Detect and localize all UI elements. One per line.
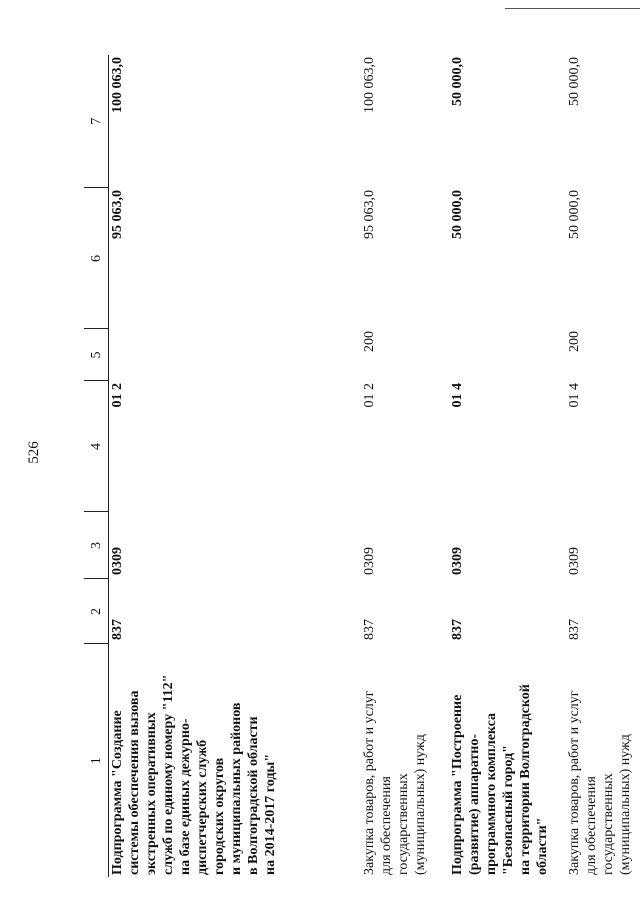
row-name-line: на базе единых дежурно- — [178, 718, 193, 875]
cell-col3: 0309 — [362, 547, 377, 575]
row-name-line: диспетчерских служб — [195, 739, 210, 875]
cell-col2: 837 — [110, 619, 125, 640]
cell-col7: 50 000,0 — [567, 57, 582, 106]
column-header-6: 6 — [84, 188, 109, 329]
cell-col7: 100 063,0 — [362, 57, 377, 113]
row-name-line: в Волгоградской области — [246, 716, 261, 875]
table-row-procurement-1 — [361, 55, 449, 877]
cell-col7: 100 063,0 — [110, 57, 125, 113]
cell-col3: 0309 — [110, 547, 125, 575]
table-row-subprogram-112 — [109, 55, 362, 877]
row-name-line: для обеспечения — [379, 776, 394, 875]
row-name-line: экстренных оперативных — [144, 712, 159, 875]
cell-col4: 01 4 — [450, 383, 465, 408]
row-name-line: Закупка товаров, работ и услуг — [567, 690, 582, 875]
row-name — [109, 644, 362, 877]
column-header-7: 7 — [84, 55, 109, 188]
row-name-line: системы обеспечения вызова — [127, 690, 142, 875]
row-name-line: и муниципальных районов — [229, 702, 244, 875]
cell-col6: 50 000,0 — [450, 190, 465, 239]
cell-col5 — [449, 329, 566, 381]
cell-col3: 0309 — [567, 547, 582, 575]
page-number: 526 — [26, 441, 42, 464]
row-name-line: государственных — [601, 773, 616, 875]
cell-col2: 837 — [362, 619, 377, 640]
row-name-line: государственных — [396, 773, 411, 875]
row-name-line: Закупка товаров, работ и услуг — [362, 690, 377, 875]
row-name-line: (развитие) аппаратно- — [467, 734, 482, 875]
column-header-3: 3 — [84, 512, 109, 579]
column-header-5: 5 — [84, 329, 109, 381]
cell-col2: 837 — [567, 619, 582, 640]
cell-col4: 01 4 — [567, 383, 582, 408]
row-name — [449, 644, 566, 877]
table-row-subprogram-safe-city — [449, 55, 566, 877]
column-header-1: 1 — [84, 644, 109, 877]
cell-col2: 837 — [450, 619, 465, 640]
column-header-2: 2 — [84, 579, 109, 644]
cell-col4: 01 2 — [110, 383, 125, 408]
row-name — [361, 644, 449, 877]
row-name-line: (муниципальных) нужд — [413, 734, 428, 875]
cell-col4: 01 2 — [362, 383, 377, 408]
cell-col6: 95 063,0 — [362, 190, 377, 239]
row-name-line: служб по единому номеру "112" — [161, 674, 176, 875]
row-name-line: (муниципальных) нужд — [618, 734, 633, 875]
cell-col7: 50 000,0 — [450, 57, 465, 106]
cell-col5: 200 — [567, 331, 582, 352]
row-name-line: для обеспечения — [584, 776, 599, 875]
row-name-line: на 2014-2017 годы" — [263, 753, 278, 875]
row-name-line: программного комплекса — [484, 712, 499, 875]
row-name-line: городских округов — [212, 757, 227, 875]
header-row — [84, 55, 109, 877]
row-name-line: области" — [535, 817, 550, 875]
row-name — [566, 644, 640, 877]
cell-col6: 95 063,0 — [110, 190, 125, 239]
cell-col5: 200 — [362, 331, 377, 352]
row-name-line: Подпрограмма "Построение — [450, 694, 465, 875]
row-name-line: на территории Волгоградской — [518, 684, 533, 875]
row-name-line: "Безопасный город" — [501, 745, 516, 875]
cell-col6: 50 000,0 — [567, 190, 582, 239]
row-name-line: Подпрограмма "Создание — [110, 710, 125, 875]
cell-col3: 0309 — [450, 547, 465, 575]
table-row-procurement-2 — [566, 55, 640, 877]
cell-col5 — [109, 329, 362, 381]
budget-table — [84, 55, 640, 877]
column-header-4: 4 — [84, 381, 109, 512]
